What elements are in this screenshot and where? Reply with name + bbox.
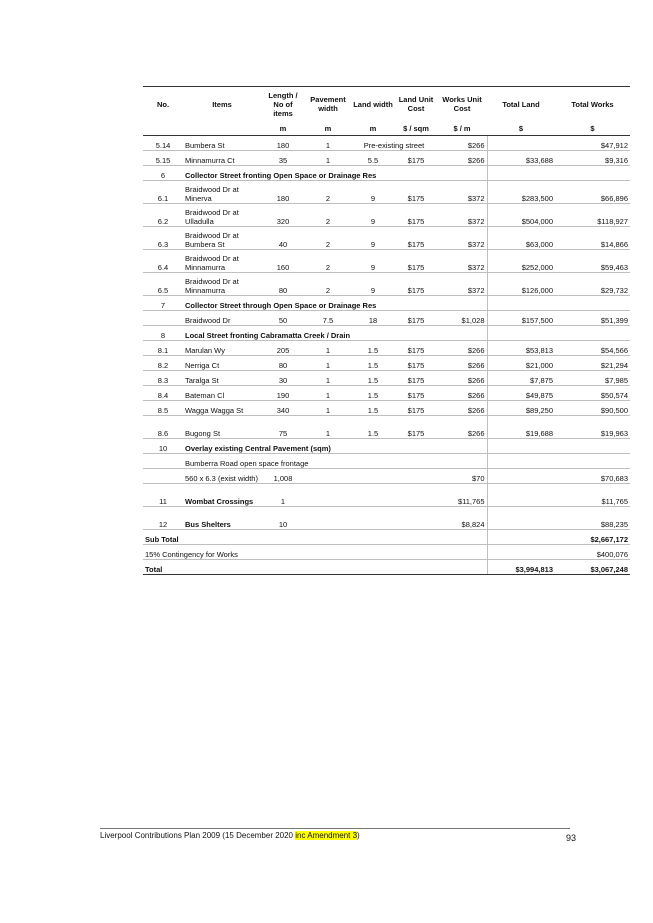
table-row: [143, 356, 630, 371]
table-row: [143, 469, 630, 484]
cell-pavement-width: 1: [305, 386, 351, 401]
cell-total-land: $33,688: [487, 151, 555, 166]
unit-items: [183, 121, 261, 136]
cell-works-unit-cost: $372: [437, 204, 487, 227]
cell-works-unit-cost: $1,028: [437, 311, 487, 326]
cell-total-land: $157,500: [487, 311, 555, 326]
cell-item: Bateman Cl: [183, 386, 261, 401]
cell-item: 560 x 6.3 (exist width): [183, 469, 261, 484]
section-heading: Local Street fronting Cabramatta Creek / Drain: [183, 326, 487, 341]
table-units-row: [143, 121, 630, 136]
cell-length: 320: [261, 204, 305, 227]
cell-item: Taralga St: [183, 371, 261, 386]
cell-works-unit-cost: $266: [437, 356, 487, 371]
cell-length: 50: [261, 311, 305, 326]
cell-total-land: $21,000: [487, 356, 555, 371]
cell-item: Braidwood Dr at Minerva: [183, 181, 261, 204]
cell-total-land: $504,000: [487, 204, 555, 227]
unit-no: [143, 121, 183, 136]
header-length: Length / No of items: [261, 87, 305, 122]
header-no: No.: [143, 87, 183, 122]
cell-total-works: $29,732: [555, 273, 630, 296]
cell-works-unit-cost: $266: [437, 371, 487, 386]
table-row: [143, 507, 630, 530]
cell-total-works: $14,866: [555, 227, 630, 250]
cell-length: 40: [261, 227, 305, 250]
cell-length: 340: [261, 401, 305, 416]
cell-no: 8.2: [143, 356, 183, 371]
cell-total-land: $89,250: [487, 401, 555, 416]
subtotal-row-label: Sub Total: [143, 530, 487, 545]
cell-pavement-width: 1: [305, 356, 351, 371]
cell-land-width: 9: [351, 273, 395, 296]
cell-land-width: [351, 469, 395, 484]
cell-item: Minnamurra Ct: [183, 151, 261, 166]
cell-item: Braidwood Dr: [183, 311, 261, 326]
cell-land-unit-cost: $175: [395, 151, 437, 166]
contingency-row: [143, 545, 630, 560]
cell-works-unit-cost: $372: [437, 181, 487, 204]
cell-pavement-width: 1: [305, 341, 351, 356]
cell-total-works: $11,765: [555, 484, 630, 507]
cell-pavement-width: 1: [305, 151, 351, 166]
cell-no: 6.3: [143, 227, 183, 250]
cell-length: 190: [261, 386, 305, 401]
cell-item: Braidwood Dr at Bumbera St: [183, 227, 261, 250]
cell-land-unit-cost: $175: [395, 416, 437, 439]
table-row: [143, 341, 630, 356]
contingency-row-total-works: $400,076: [555, 545, 630, 560]
cell-total-land: $283,500: [487, 181, 555, 204]
cell-total-works: $66,896: [555, 181, 630, 204]
cell-pavement-width: 1: [305, 401, 351, 416]
cell-land-unit-cost: $175: [395, 386, 437, 401]
cell-works-unit-cost: $266: [437, 416, 487, 439]
cell-no: 6.2: [143, 204, 183, 227]
header-land-width: Land width: [351, 87, 395, 122]
table-row: [143, 371, 630, 386]
table-row: [143, 401, 630, 416]
subtotal-row-total-land: [487, 530, 555, 545]
cell-item: Bumberra Road open space frontage: [183, 454, 487, 469]
cell-land-width: 1.5: [351, 416, 395, 439]
cell-works-unit-cost: $8,824: [437, 507, 487, 530]
table-row: [143, 151, 630, 166]
cell-works-unit-cost: $372: [437, 227, 487, 250]
table-row: [143, 311, 630, 326]
cell-item: Bus Shelters: [183, 507, 261, 530]
cell-land-unit-cost: $175: [395, 204, 437, 227]
table-row: [143, 386, 630, 401]
cell-land-width: 18: [351, 311, 395, 326]
cell-works-unit-cost: $266: [437, 136, 487, 151]
cell-length: 1,008: [261, 469, 305, 484]
cell-length: 80: [261, 356, 305, 371]
cell-land-width: 9: [351, 227, 395, 250]
cell-total-works: $47,912: [555, 136, 630, 151]
table-row: [143, 326, 630, 341]
cell-works-unit-cost: $372: [437, 273, 487, 296]
cell-item: Braidwood Dr at Minnamurra: [183, 250, 261, 273]
cell-pavement-width: 7.5: [305, 311, 351, 326]
cell-total-works: $118,927: [555, 204, 630, 227]
cell-works-unit-cost: $266: [437, 401, 487, 416]
cell-land-unit-cost: $175: [395, 181, 437, 204]
cell-pavement-width: 2: [305, 227, 351, 250]
cell-land-width: 9: [351, 181, 395, 204]
cell-works-unit-cost: $372: [437, 250, 487, 273]
cell-total-land: [487, 439, 555, 454]
cell-land-unit-cost: $175: [395, 311, 437, 326]
cell-item: Wombat Crossings: [183, 484, 261, 507]
cell-no: 6.5: [143, 273, 183, 296]
cell-land-width: 1.5: [351, 386, 395, 401]
header-items: Items: [183, 87, 261, 122]
total-row-total-works: $3,067,248: [555, 560, 630, 575]
cell-no: 8.1: [143, 341, 183, 356]
cell-pavement-width: [305, 507, 351, 530]
cell-total-land: $7,875: [487, 371, 555, 386]
footer-highlight: inc Amendment 3: [295, 831, 358, 840]
cell-total-land: [487, 469, 555, 484]
cell-total-works: [555, 296, 630, 311]
cell-total-land: $63,000: [487, 227, 555, 250]
subtotal-row-total-works: $2,667,172: [555, 530, 630, 545]
cell-no: 10: [143, 439, 183, 454]
cell-pavement-width: 1: [305, 416, 351, 439]
table-row: [143, 181, 630, 204]
cell-total-works: $70,683: [555, 469, 630, 484]
cell-land-unit-cost: $175: [395, 250, 437, 273]
footer-divider: [100, 828, 570, 829]
subtotal-row: [143, 530, 630, 545]
cell-pavement-width: 1: [305, 371, 351, 386]
cell-land-width: 5.5: [351, 151, 395, 166]
cell-land-width: 1.5: [351, 401, 395, 416]
header-land-unit-cost: Land Unit Cost: [395, 87, 437, 122]
cell-pavement-width: [305, 469, 351, 484]
table-row: [143, 416, 630, 439]
cell-land-unit-cost: Pre-existing street: [351, 136, 437, 151]
cell-total-works: $51,399: [555, 311, 630, 326]
cell-land-unit-cost: $175: [395, 401, 437, 416]
cell-works-unit-cost: $11,765: [437, 484, 487, 507]
cell-total-works: $7,985: [555, 371, 630, 386]
header-total-land: Total Land: [487, 87, 555, 122]
cell-land-unit-cost: $175: [395, 356, 437, 371]
table-row: [143, 439, 630, 454]
cell-land-width: [351, 507, 395, 530]
cell-total-land: $49,875: [487, 386, 555, 401]
cell-land-unit-cost: $175: [395, 273, 437, 296]
page-number: 93: [566, 833, 577, 843]
table-row: [143, 166, 630, 181]
cell-length: 75: [261, 416, 305, 439]
cell-works-unit-cost: $70: [437, 469, 487, 484]
cell-total-land: [487, 166, 555, 181]
cell-item: Marulan Wy: [183, 341, 261, 356]
section-heading: Collector Street fronting Open Space or Drainage Res: [183, 166, 487, 181]
works-schedule-table: [143, 86, 630, 575]
cell-item: Bumbera St: [183, 136, 261, 151]
cell-total-works: [555, 166, 630, 181]
cell-land-width: 1.5: [351, 371, 395, 386]
cell-no: [143, 454, 183, 469]
cell-land-width: 9: [351, 250, 395, 273]
cell-total-works: $9,316: [555, 151, 630, 166]
cell-total-land: [487, 454, 555, 469]
cell-pavement-width: 2: [305, 273, 351, 296]
cell-length: 30: [261, 371, 305, 386]
cell-land-unit-cost: $175: [395, 341, 437, 356]
table-row: [143, 484, 630, 507]
cell-total-land: [487, 296, 555, 311]
cell-total-works: $90,500: [555, 401, 630, 416]
cell-no: [143, 469, 183, 484]
cell-pavement-width: 2: [305, 204, 351, 227]
cell-item: Wagga Wagga St: [183, 401, 261, 416]
cell-pavement-width: [305, 484, 351, 507]
cell-no: 8: [143, 326, 183, 341]
cell-no: 11: [143, 484, 183, 507]
cell-no: 12: [143, 507, 183, 530]
cell-land-width: 1.5: [351, 341, 395, 356]
cell-length: 205: [261, 341, 305, 356]
cell-length: 180: [261, 136, 305, 151]
unit-works-unit-cost: $ / m: [437, 121, 487, 136]
table-row: [143, 273, 630, 296]
cell-pavement-width: 2: [305, 250, 351, 273]
unit-total-land: $: [487, 121, 555, 136]
cell-no: 8.3: [143, 371, 183, 386]
table-header-row: [143, 87, 630, 122]
cell-total-works: $50,574: [555, 386, 630, 401]
cell-no: 8.6: [143, 416, 183, 439]
footer-text: [100, 831, 360, 840]
cell-no: 6.1: [143, 181, 183, 204]
cell-length: 10: [261, 507, 305, 530]
contingency-row-label: 15% Contingency for Works: [143, 545, 487, 560]
table-row: [143, 296, 630, 311]
cell-no: [143, 311, 183, 326]
cell-total-land: $252,000: [487, 250, 555, 273]
cell-total-works: $59,463: [555, 250, 630, 273]
cell-length: 35: [261, 151, 305, 166]
cell-no: 6: [143, 166, 183, 181]
cell-length: 1: [261, 484, 305, 507]
header-total-works: Total Works: [555, 87, 630, 122]
cell-total-works: $19,963: [555, 416, 630, 439]
unit-pavement: m: [305, 121, 351, 136]
cell-no: 5.15: [143, 151, 183, 166]
table-row: [143, 250, 630, 273]
unit-land-width: m: [351, 121, 395, 136]
table-row: [143, 136, 630, 151]
cell-length: 180: [261, 181, 305, 204]
cell-land-unit-cost: [395, 507, 437, 530]
cell-no: 6.4: [143, 250, 183, 273]
total-row-total-land: $3,994,813: [487, 560, 555, 575]
cell-total-works: [555, 439, 630, 454]
cell-land-width: 1.5: [351, 356, 395, 371]
cell-total-works: $88,235: [555, 507, 630, 530]
cell-total-land: [487, 507, 555, 530]
cell-length: 160: [261, 250, 305, 273]
cell-land-unit-cost: [395, 484, 437, 507]
cell-total-land: [487, 484, 555, 507]
contingency-row-total-land: [487, 545, 555, 560]
cell-works-unit-cost: $266: [437, 341, 487, 356]
cell-total-land: [487, 326, 555, 341]
section-heading: Collector Street through Open Space or Drainage Res: [183, 296, 487, 311]
unit-total-works: $: [555, 121, 630, 136]
cell-total-works: $21,294: [555, 356, 630, 371]
cell-total-works: $54,566: [555, 341, 630, 356]
cell-no: 8.5: [143, 401, 183, 416]
cell-land-unit-cost: $175: [395, 371, 437, 386]
table-body: [143, 136, 630, 575]
cell-total-land: [487, 136, 555, 151]
cell-total-land: $19,688: [487, 416, 555, 439]
unit-length: m: [261, 121, 305, 136]
cell-land-width: 9: [351, 204, 395, 227]
table-row: [143, 227, 630, 250]
total-row: [143, 560, 630, 575]
cell-total-works: [555, 454, 630, 469]
section-heading: Overlay existing Central Pavement (sqm): [183, 439, 487, 454]
cell-pavement-width: 2: [305, 181, 351, 204]
cell-item: Braidwood Dr at Ulladulla: [183, 204, 261, 227]
table-row: [143, 454, 630, 469]
cell-land-unit-cost: $175: [395, 227, 437, 250]
cell-pavement-width: 1: [305, 136, 351, 151]
footer-title: Liverpool Contributions Plan 2009 (15 December 2020: [100, 831, 296, 840]
header-works-unit-cost: Works Unit Cost: [437, 87, 487, 122]
cell-total-land: $53,813: [487, 341, 555, 356]
total-row-label: Total: [143, 560, 487, 575]
cell-item: Braidwood Dr at Minnamurra: [183, 273, 261, 296]
table-row: [143, 204, 630, 227]
unit-land-unit-cost: $ / sqm: [395, 121, 437, 136]
footer-close: ): [357, 831, 360, 840]
cell-length: 80: [261, 273, 305, 296]
cell-item: Nerriga Ct: [183, 356, 261, 371]
cell-no: 8.4: [143, 386, 183, 401]
cell-no: 5.14: [143, 136, 183, 151]
cell-total-land: $126,000: [487, 273, 555, 296]
header-pavement-width: Pavement width: [305, 87, 351, 122]
cell-works-unit-cost: $266: [437, 151, 487, 166]
cell-item: Bugong St: [183, 416, 261, 439]
cell-no: 7: [143, 296, 183, 311]
cell-total-works: [555, 326, 630, 341]
cell-land-width: [351, 484, 395, 507]
cell-works-unit-cost: $266: [437, 386, 487, 401]
cell-land-unit-cost: [395, 469, 437, 484]
